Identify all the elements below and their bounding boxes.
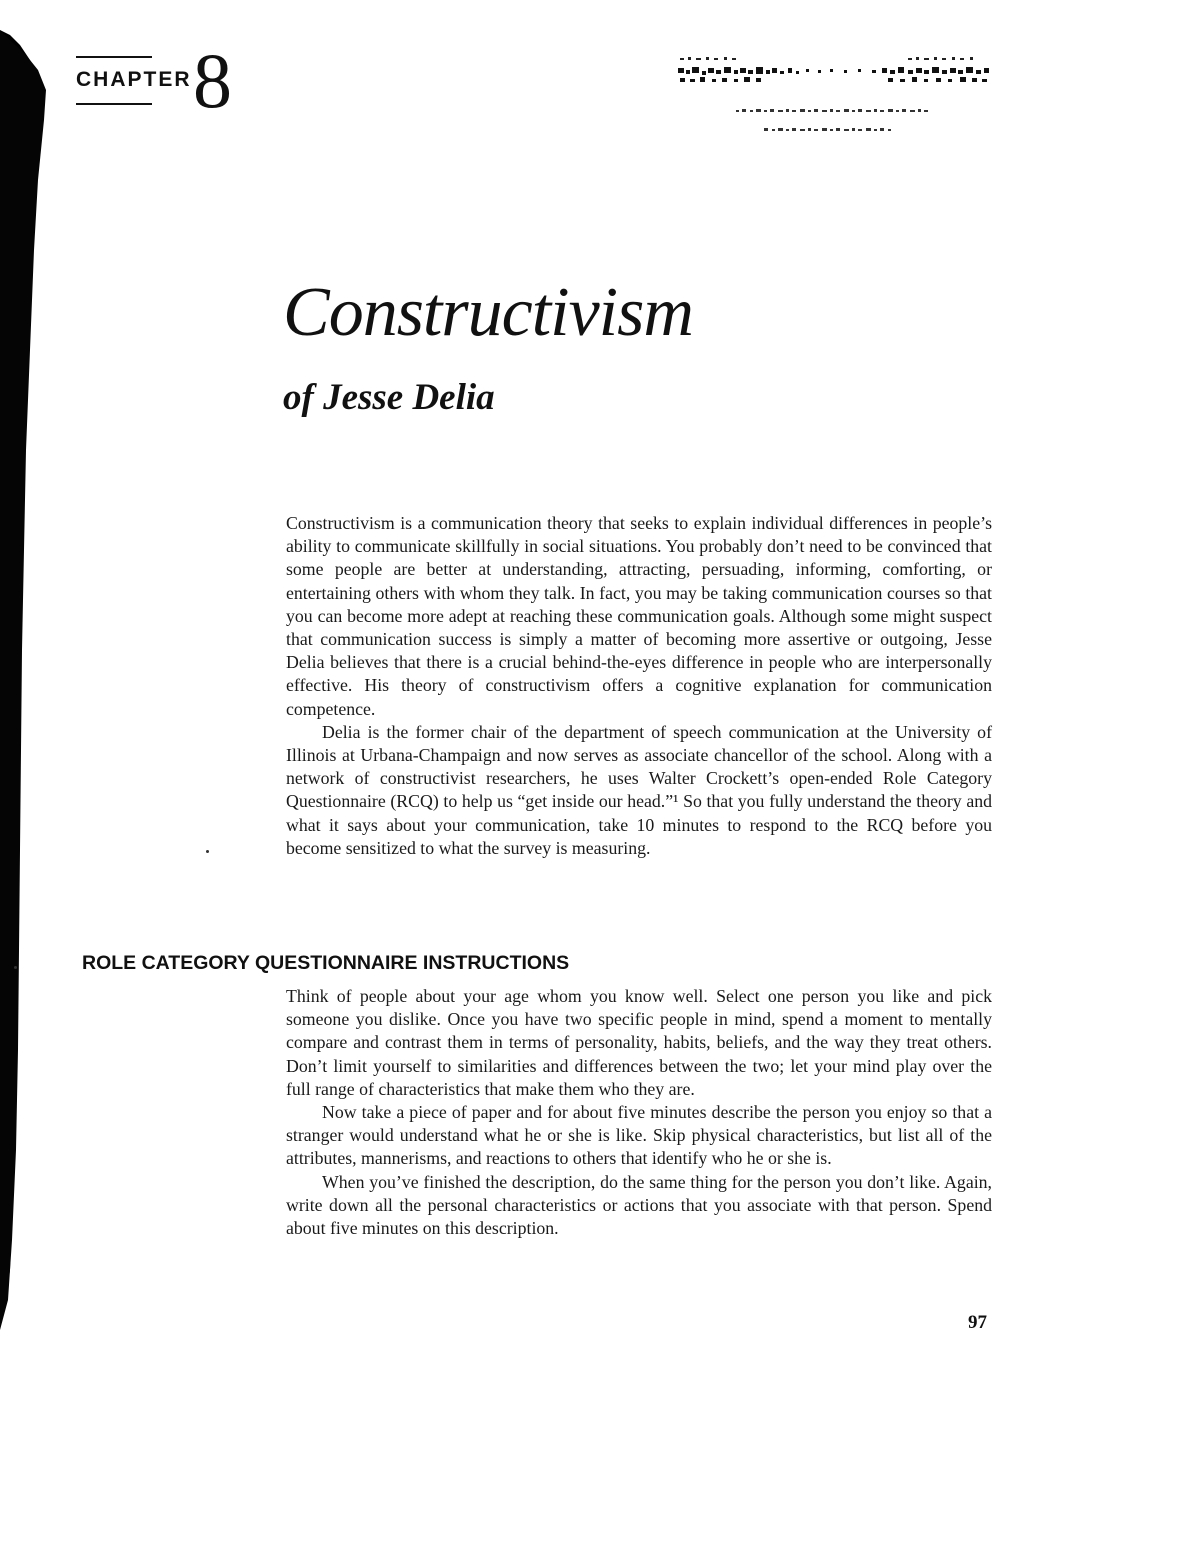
chapter-subtitle: of Jesse Delia (283, 377, 495, 418)
intro-paragraph-1: Constructivism is a communication theory that seeks to explain individual differences in people’s ability to communicate skillfully in social situations. You probably don’t need to be convinced that some people are better at understanding, attracting, persuading, informing, comforting, or entertaining others with whom they talk. In fact, you may be taking communication courses so that you can become more adept at reaching these communication goals. Although some might suspect that communication success is simply a matter of becoming more assertive or outgoing, Jesse Delia believes that there is a crucial behind-the-eyes difference in people who are interpersonally effective. His theory of constructivism offers a cognitive explanation for communication competence. (286, 513, 992, 719)
chapter-label: CHAPTER (76, 68, 192, 91)
section-paragraph-1: Think of people about your age whom you know well. Select one person you like and pick someone you dislike. Once you have two specific people in mind, spend a moment to mentally compare and contrast them in terms of personality, habits, beliefs, and the way they treat others. Don’t limit yourself to similarities and differences between the two; let your mind play over the full range of characteristics that make them who they are. (286, 986, 992, 1099)
section-heading: ROLE CATEGORY QUESTIONNAIRE INSTRUCTIONS (82, 952, 570, 974)
section-text (286, 985, 992, 1240)
chapter-title: Constructivism (283, 274, 693, 351)
section-paragraph-3: When you’ve finished the description, do the same thing for the person you don’t like. Again, write down all the personal characteristics or actions that you associate with that person. Spend about five minutes on this description. (286, 1171, 992, 1239)
chapter-number: 8 (193, 37, 232, 124)
intro-text (286, 512, 992, 860)
chapter-rule-bottom (76, 103, 152, 105)
scan-edge-shadow (0, 0, 60, 1553)
intro-paragraph-2: Delia is the former chair of the department of speech communication at the University of Illinois at Urbana-Champaign and now serves as associate chancellor of the school. Along with a network of constructivist researchers, he uses Walter Crockett’s open-ended Role Category Questionnaire (RCQ) to help us “get inside our head.”¹ So that you fully understand the theory and what it says about your communication, take 10 minutes to respond to the RCQ before you become sensitized to what the survey is measuring. (286, 721, 992, 858)
library-stamp (672, 54, 994, 146)
page-number: 97 (968, 1312, 987, 1333)
chapter-rule-top (76, 56, 152, 58)
scan-speck (14, 966, 17, 969)
scan-speck (206, 850, 209, 853)
section-paragraph-2: Now take a piece of paper and for about five minutes describe the person you enjoy so that a stranger would understand what he or she is like. Skip physical characteristics, but list all of the attributes, mannerisms, and reactions to others that identify who he or she is. (286, 1102, 992, 1169)
